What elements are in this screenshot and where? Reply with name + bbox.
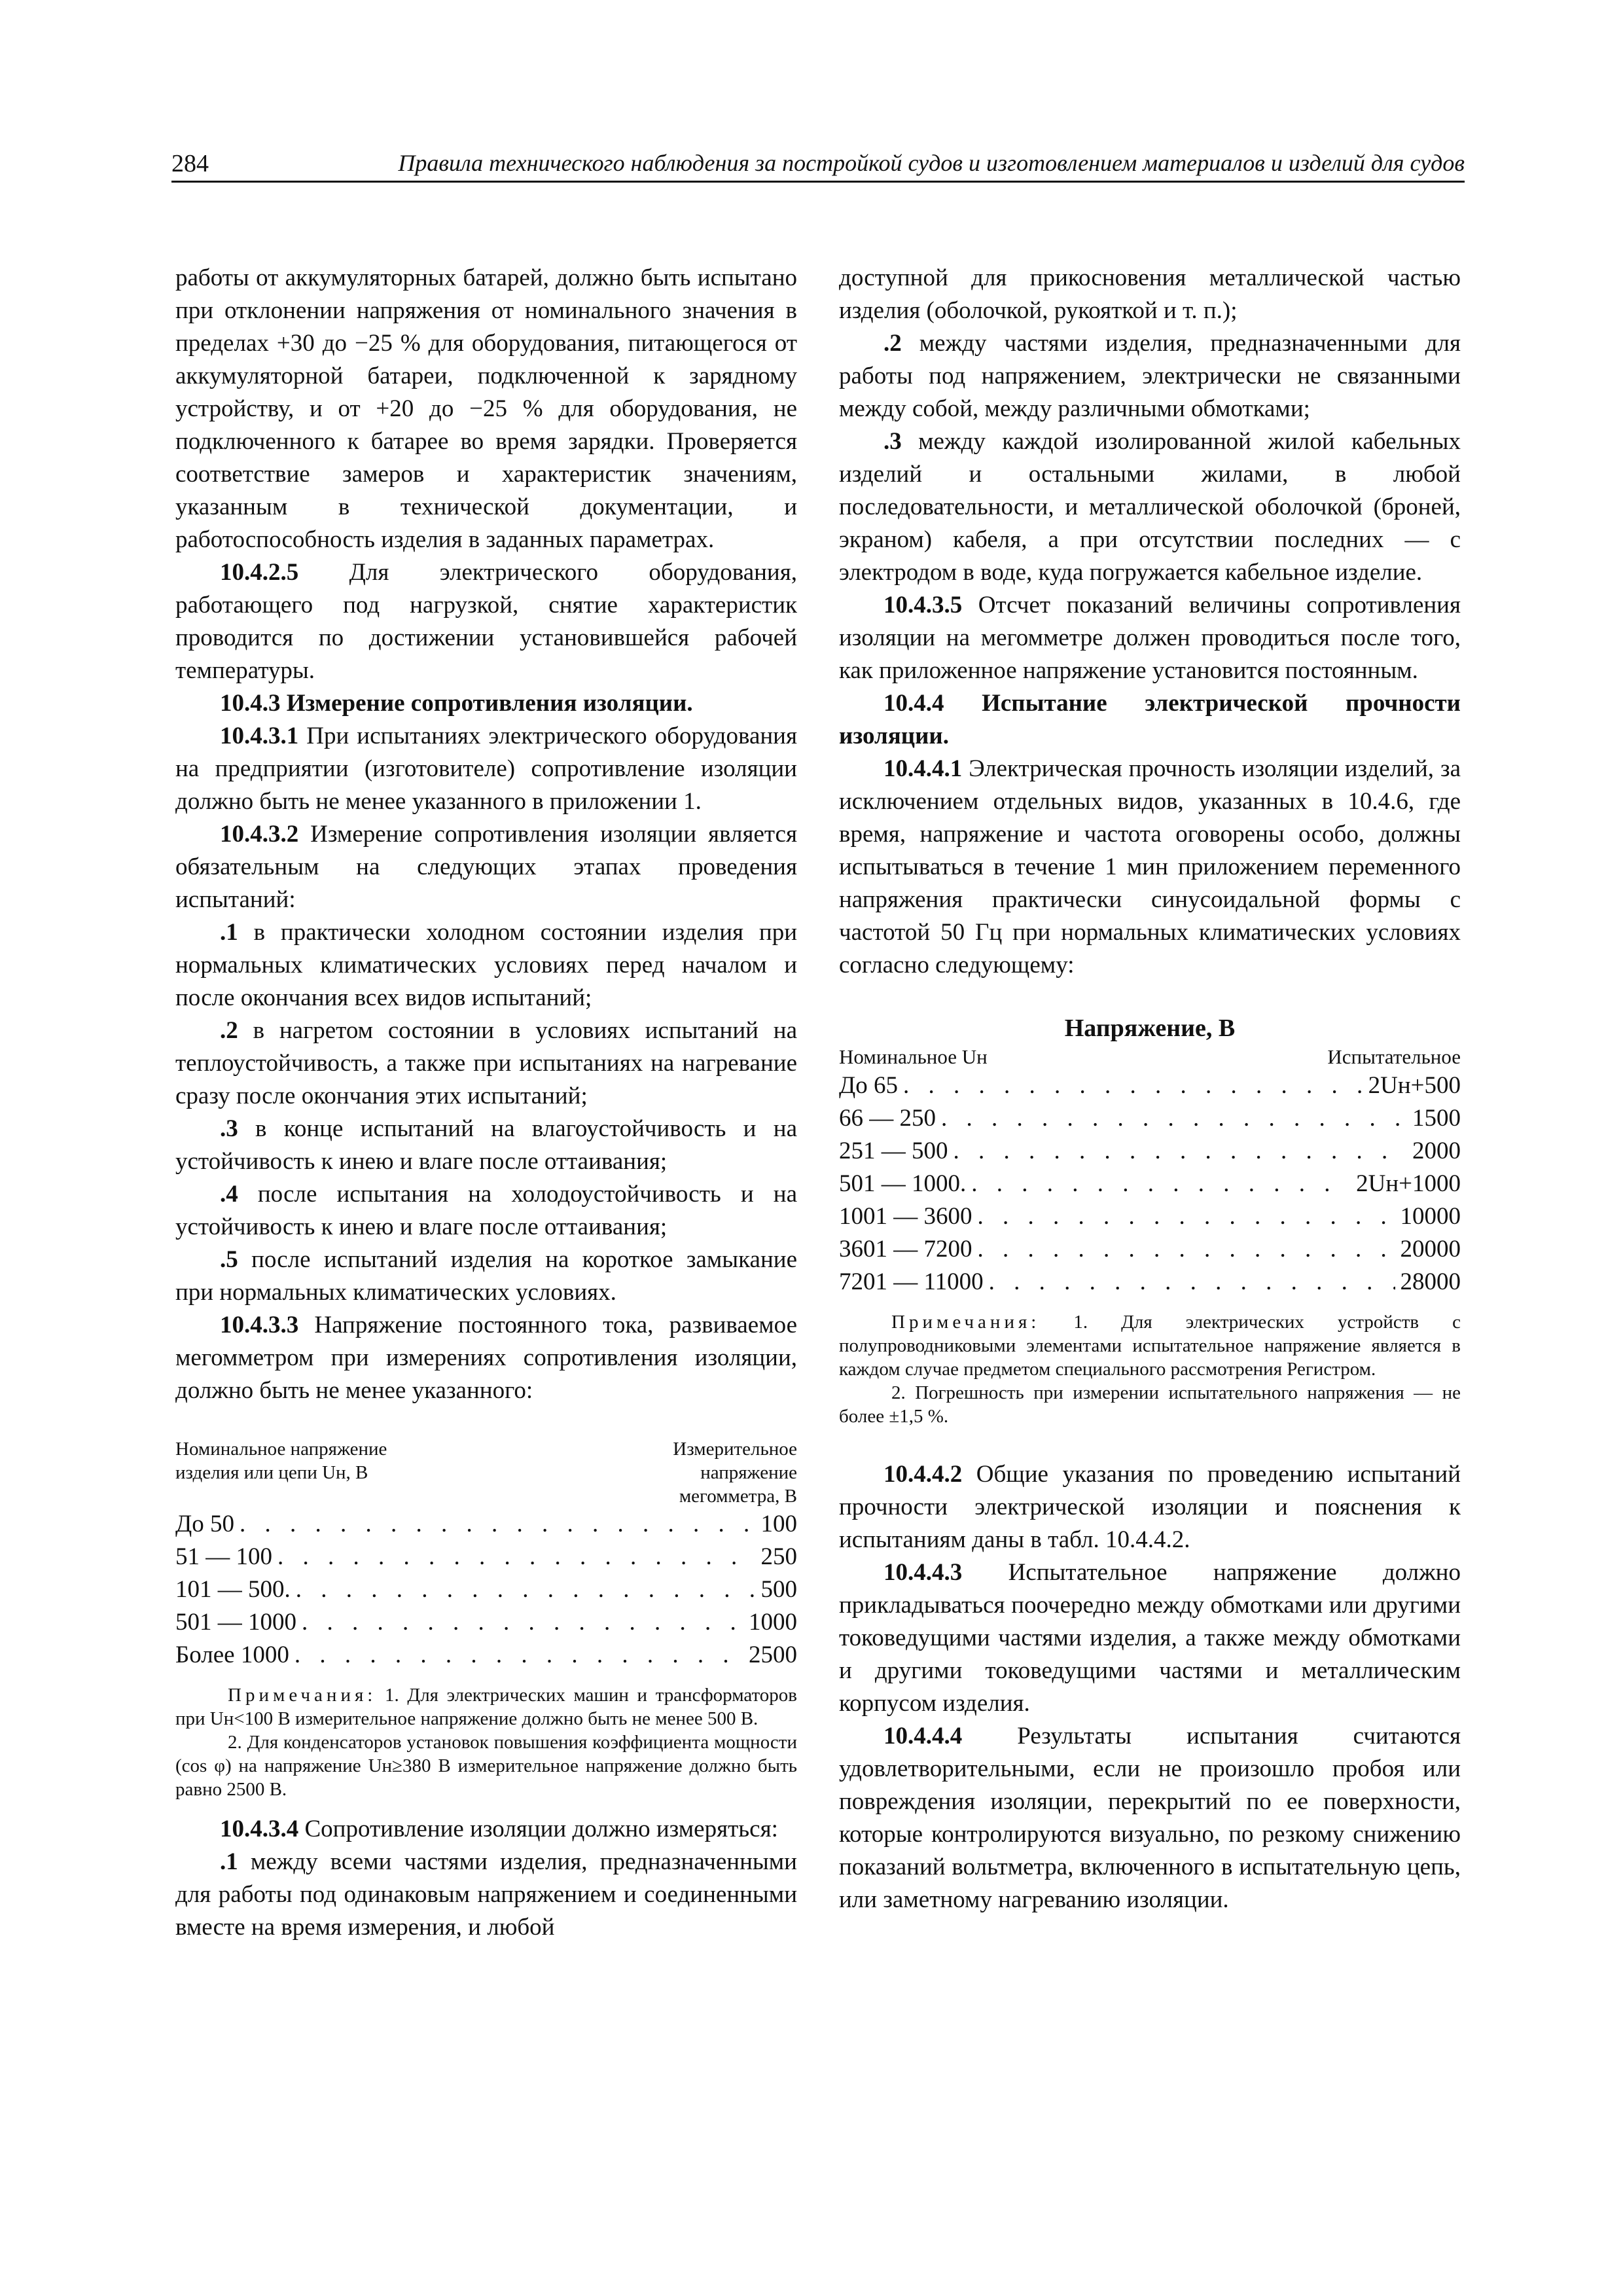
list-item — [175, 1113, 797, 1178]
list-item-text: между всеми частями изделия, предназначенными для работы под одинаковым напряжением и соединенными вместе на время измерения, и любой — [175, 1848, 797, 1941]
row-value: 10000 — [1400, 1203, 1461, 1230]
list-item-text: в нагретом состоянии в условиях испытаний на теплоустойчивость, а также при испытаниях на нагревание сразу после окончания этих испытаний; — [175, 1017, 797, 1109]
row-value: 2Uн+1000 — [1356, 1170, 1461, 1197]
test-voltage-table-title: Напряжение, В — [1064, 1014, 1236, 1042]
note-label: Примечания: — [891, 1312, 1041, 1333]
spacer — [175, 1407, 797, 1437]
spacer — [175, 1801, 797, 1813]
table-row — [839, 1069, 1461, 1102]
row-key: 51 — 100 — [175, 1543, 272, 1570]
section-number: 10.4.3.1 — [220, 723, 299, 749]
list-item-number: .3 — [220, 1115, 238, 1142]
list-item — [175, 1846, 797, 1944]
header-line: Измерительное — [673, 1439, 797, 1460]
section-number: 10.4.4.2 — [883, 1461, 963, 1488]
list-item-number: .1 — [220, 919, 238, 946]
table-row — [839, 1233, 1461, 1266]
section-number: 10.4.4.3 — [883, 1559, 963, 1586]
paragraph-10-4-4-3 — [839, 1556, 1461, 1720]
paragraph-text: Отсчет показаний величины сопротивления изоляции на мегомметре должен проводиться после того, как приложенное напряжение установится постоянным. — [839, 592, 1461, 684]
paragraph-10-4-4-2 — [839, 1458, 1461, 1556]
paragraph-10-4-4-1 — [839, 753, 1461, 982]
paragraph: работы от аккумуляторных батарей, должно быть испытано при отклонении напряжения от номинального значения в пределах +30 до −25 % для оборудования, питающегося от аккумуляторной батареи, подключенной к зарядному устройству, и от +20 до −25 % для оборудования, не подключенного к батарее во время зарядки. Проверяется соответствие замеров и характеристик значениям, указанным в технической документации, и работоспособность изделия в заданных параметрах. — [175, 264, 797, 553]
table-row — [175, 1541, 797, 1573]
row-value: 250 — [760, 1543, 797, 1570]
row-value: 2000 — [1412, 1138, 1461, 1164]
table-row — [839, 1266, 1461, 1299]
table-row — [839, 1200, 1461, 1233]
section-number: 10.4.3.3 — [220, 1312, 299, 1338]
paragraph-10-4-3-1 — [175, 720, 797, 818]
list-item-number: .2 — [220, 1017, 238, 1044]
leader-dots — [978, 1200, 1395, 1233]
list-item-text: в практически холодном состоянии изделия при нормальных климатических условиях перед началом и после окончания всех видов испытаний; — [175, 919, 797, 1011]
header-line: напряжение — [700, 1462, 797, 1483]
spacer — [839, 982, 1461, 1012]
leader-dots — [954, 1135, 1408, 1168]
paragraph-10-4-4-4 — [839, 1720, 1461, 1916]
paragraph-text: Результаты испытания считаются удовлетворительными, если не произошло пробоя или повреждения изоляции, перекрытий по ее поверхности, которые контролируются визуально, по резкому снижению показаний вольтметра, включенного в испытательную цепь, или заметному нагреванию изоляции. — [839, 1723, 1461, 1913]
section-number: 10.4.2.5 — [220, 559, 299, 586]
row-value: 20000 — [1400, 1236, 1461, 1263]
section-number: 10.4.3.5 — [883, 592, 963, 619]
leader-dots — [971, 1168, 1351, 1200]
row-value: 100 — [760, 1511, 797, 1537]
list-item — [175, 916, 797, 1014]
note-2: 2. Для конденсаторов установок повышения коэффициента мощности (cos φ) на напряжение Uн≥380 В измерительное напряжение должно быть равно 2500 В. — [175, 1732, 797, 1800]
running-title: Правила технического наблюдения за постройкой судов и изготовлением материалов и изделий для судов — [398, 150, 1465, 176]
page-header — [171, 148, 1465, 183]
list-item-text: между частями изделия, предназначенными для работы под напряжением, электрически не связанными между собой, между различными обмотками; — [839, 330, 1461, 422]
section-heading-10-4-4: 10.4.4 Испытание электрической прочности изоляции. — [839, 690, 1461, 749]
table-row — [175, 1639, 797, 1672]
table-row — [839, 1168, 1461, 1200]
header-line: Номинальное напряжение — [175, 1439, 387, 1460]
right-column — [839, 262, 1461, 1916]
test-voltage-table-header — [839, 1045, 1461, 1069]
list-item-text: между каждой изолированной жилой кабельных изделий и остальными жилами, в любой последовательности, и металлической оболочкой (броней, экраном) кабеля, а при отсутствии последних — с электродом в воде, куда погружается кабельное изделие. — [839, 428, 1461, 586]
list-item-number: .4 — [220, 1181, 238, 1208]
row-value: 1000 — [749, 1609, 797, 1636]
leader-dots — [296, 1573, 756, 1606]
section-number: 10.4.4.4 — [883, 1723, 963, 1749]
paragraph-10-4-3-5 — [839, 589, 1461, 687]
row-value: 2500 — [749, 1641, 797, 1668]
leader-dots — [294, 1639, 743, 1672]
col-header-measuring — [673, 1437, 797, 1508]
leader-dots — [941, 1102, 1407, 1135]
section-heading-10-4-3: 10.4.3 Измерение сопротивления изоляции. — [220, 690, 693, 717]
paragraph-text: Сопротивление изоляции должно измеряться: — [298, 1816, 778, 1842]
paragraph-text: При испытаниях электрического оборудования на предприятии (изготовителе) сопротивление изоляции должно быть не менее указанного в приложении 1. — [175, 723, 797, 815]
list-item — [175, 1244, 797, 1309]
list-item-text: в конце испытаний на влагоустойчивость и на устойчивость к инею и влаге после оттаивания; — [175, 1115, 797, 1175]
row-key: 66 — 250 — [839, 1105, 936, 1132]
paragraph-text: Измерение сопротивления изоляции является обязательным на следующих этапах проведения испытаний: — [175, 821, 797, 913]
note-text: 1. Для электрических машин и трансформаторов при Uн<100 В измерительное напряжение должно быть не менее 500 В. — [175, 1685, 797, 1729]
row-key: Более 1000 — [175, 1641, 289, 1668]
row-key: 251 — 500 — [839, 1138, 948, 1164]
list-item — [175, 1014, 797, 1113]
page-number: 284 — [171, 150, 209, 177]
list-item-number: .1 — [220, 1848, 238, 1875]
list-item — [175, 1178, 797, 1244]
row-key: 101 — 500. — [175, 1576, 291, 1603]
row-value: 1500 — [1412, 1105, 1461, 1132]
header-line: мегомметра, В — [679, 1486, 797, 1507]
table-row — [175, 1606, 797, 1639]
paragraph-10-4-3-4 — [175, 1813, 797, 1846]
header-line: изделия или цепи Uн, В — [175, 1462, 368, 1483]
note-label: Примечания: — [228, 1685, 377, 1706]
leader-dots — [978, 1233, 1395, 1266]
row-key: 1001 — 3600 — [839, 1203, 972, 1230]
leader-dots — [302, 1606, 743, 1639]
leader-dots — [277, 1541, 756, 1573]
spacer — [839, 1299, 1461, 1310]
list-item — [839, 425, 1461, 589]
list-item-number: .3 — [883, 428, 902, 455]
row-key: 3601 — 7200 — [839, 1236, 972, 1263]
note-2: 2. Погрешность при измерении испытательного напряжения — не более ±1,5 %. — [839, 1382, 1461, 1427]
list-item — [839, 327, 1461, 425]
megohmmeter-table-header — [175, 1437, 797, 1508]
paragraph-10-4-3-2 — [175, 818, 797, 916]
paragraph-text: Для электрического оборудования, работающего под нагрузкой, снятие характеристик проводится по достижении установившейся рабочей температуры. — [175, 559, 797, 684]
paragraph-text: Электрическая прочность изоляции изделий, за исключением отдельных видов, указанных в 10.4.6, где время, напряжение и частота оговорены особо, должны испытываться в течение 1 мин приложением переменного напряжения практически синусоидальной формы с частотой 50 Гц при нормальных климатических условиях согласно следующему: — [839, 755, 1461, 978]
list-item-text: после испытания на холодоустойчивость и на устойчивость к инею и влаге после оттаивания; — [175, 1181, 797, 1240]
leader-dots — [989, 1266, 1395, 1299]
paragraph-text: Напряжение постоянного тока, развиваемое мегомметром при измерениях сопротивления изоляции, должно быть не менее указанного: — [175, 1312, 797, 1404]
section-number: 10.4.4.1 — [883, 755, 963, 782]
note-1 — [839, 1310, 1461, 1381]
left-column — [175, 262, 797, 1944]
table-row — [839, 1102, 1461, 1135]
row-key: До 50 — [175, 1511, 234, 1537]
col-header-test: Испытательное — [1327, 1045, 1461, 1068]
row-value: 28000 — [1400, 1268, 1461, 1295]
section-number: 10.4.3.4 — [220, 1816, 299, 1842]
table-row — [839, 1135, 1461, 1168]
row-key: 501 — 1000. — [839, 1170, 967, 1197]
row-value: 500 — [760, 1576, 797, 1603]
note-1 — [175, 1683, 797, 1731]
table-row — [175, 1573, 797, 1606]
row-value: 2Uн+500 — [1368, 1072, 1461, 1099]
note-text: 1. Для электрических устройств с полупроводниковыми элементами испытательное напряжение является в каждом случае предметом специального рассмотрения Регистром. — [839, 1312, 1461, 1380]
paragraph: доступной для прикосновения металлической частью изделия (оболочкой, рукояткой и т. п.); — [839, 264, 1461, 324]
row-key: 501 — 1000 — [175, 1609, 296, 1636]
paragraph-text: Общие указания по проведению испытаний прочности электрической изоляции и пояснения к испытаниям даны в табл. 10.4.4.2. — [839, 1461, 1461, 1553]
leader-dots — [903, 1069, 1363, 1102]
section-number: 10.4.3.2 — [220, 821, 299, 848]
row-key: 7201 — 11000 — [839, 1268, 984, 1295]
col-header-nominal — [175, 1437, 387, 1508]
list-item-number: .2 — [883, 330, 902, 357]
list-item-text: после испытаний изделия на короткое замыкание при нормальных климатических условиях. — [175, 1246, 797, 1306]
paragraph-10-4-3-3 — [175, 1309, 797, 1407]
table-row — [175, 1508, 797, 1541]
paragraph-text: Испытательное напряжение должно прикладываться поочередно между обмотками или другими токоведущими частями изделия, а также между обмотками и другими токоведущими частями и металлическим корпусом изделия. — [839, 1559, 1461, 1717]
paragraph-10-4-2-5 — [175, 556, 797, 687]
list-item-number: .5 — [220, 1246, 238, 1273]
spacer — [175, 1672, 797, 1683]
leader-dots — [240, 1508, 756, 1541]
col-header-nominal: Номинальное Uн — [839, 1045, 988, 1068]
row-key: До 65 — [839, 1072, 898, 1099]
spacer — [839, 1428, 1461, 1458]
